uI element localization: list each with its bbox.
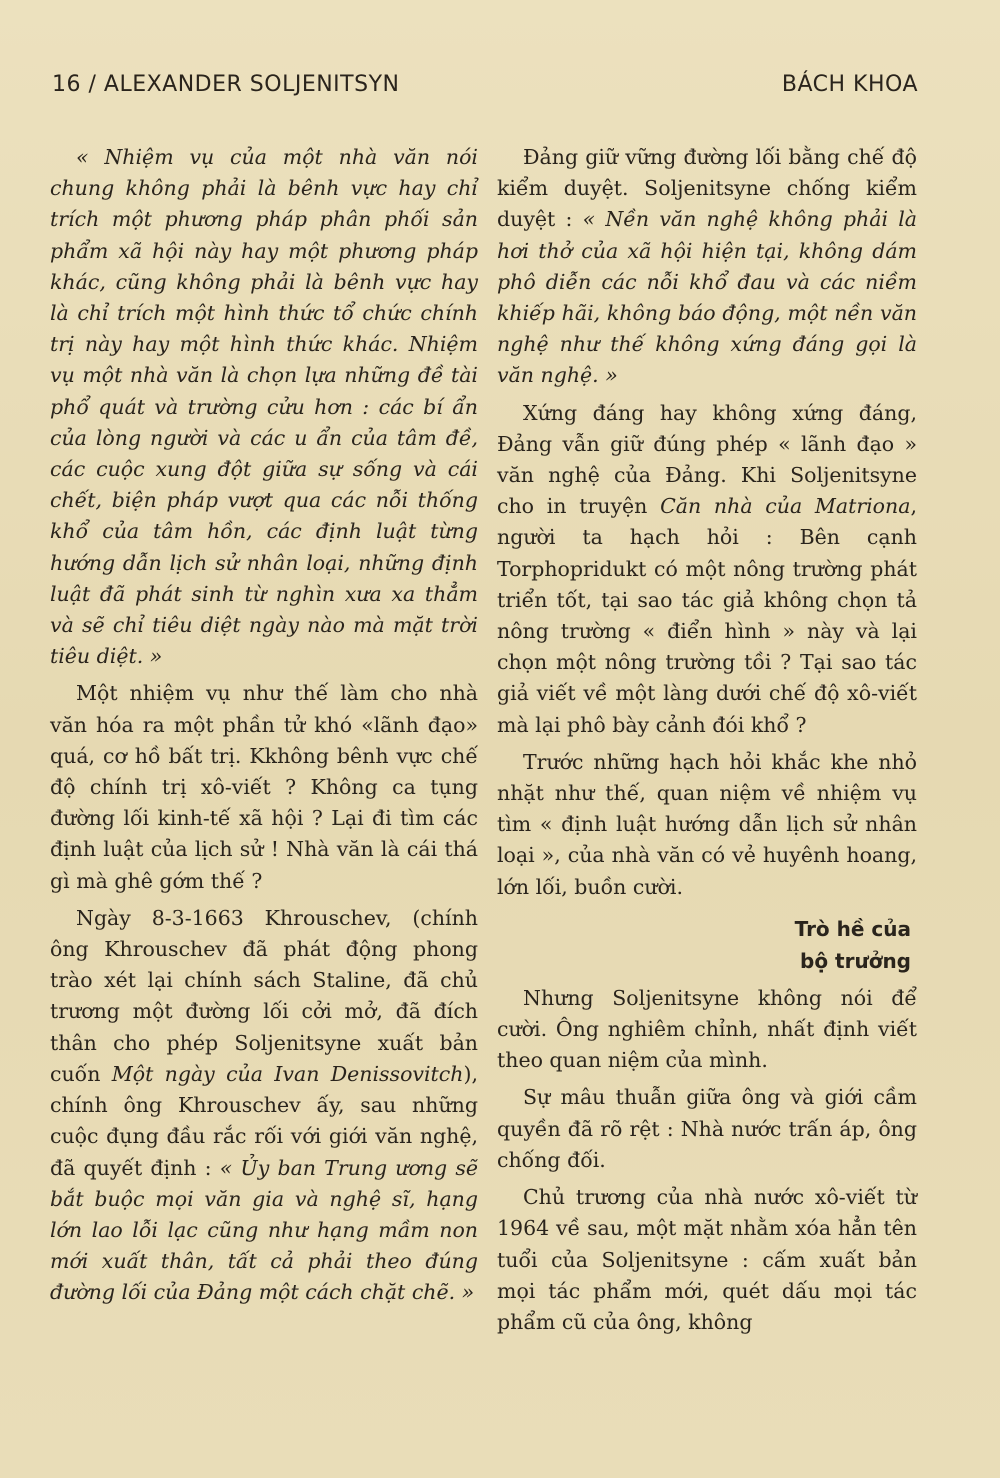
left-column — [50, 142, 478, 1309]
inline-quote: « Ủy ban Trung ương sẽ bắt buộc mọi văn gia và nghệ sĩ, hạng lớn lao lỗi lạc cũng như hạng mầm non mới xuất thân, tất cả phải theo đúng đường lối của Đảng một cách chặt chẽ. » — [50, 1155, 478, 1305]
body-paragraph — [497, 398, 917, 741]
header-right: BÁCH KHOA — [781, 71, 918, 97]
text-span: Ngày 8-3-1663 Khrouschev, (chính ông Khrouschev đã phát động phong trào xét lại chính sách Staline, đã chủ trương một đường lối cởi mở, đã đích thân cho phép Soljenitsyne xuất bản cuốn — [50, 905, 478, 1086]
header-left: 16 / ALEXANDER SOLJENITSYN — [52, 71, 400, 97]
section-heading — [497, 913, 911, 977]
text-span: Đảng giữ vững đường lối bằng chế độ kiểm duyệt. Soljenitsyne chống kiểm duyệt : — [497, 145, 917, 232]
body-paragraph — [497, 142, 917, 392]
text-span: ), chính ông Khrouschev ấy, sau những cuộc đụng đầu rắc rối với giới văn nghệ, đã quyết định : — [50, 1061, 478, 1180]
inline-quote: « Nền văn nghệ không phải là hơi thở của xã hội hiện tại, không dám phô diễn các nỗi khổ đau và các niềm khiếp hãi, không báo động, một nền văn nghệ như thế không xứng đáng gọi là văn nghệ. » — [497, 207, 917, 388]
body-paragraph: Chủ trương của nhà nước xô-viết từ 1964 về sau, một mặt nhằm xóa hẳn tên tuổi của Soljenitsyne : cấm xuất bản mọi tác phẩm mới, quét dấu mọi tác phẩm cũ của ông, không — [497, 1185, 917, 1334]
body-paragraph: Trước những hạch hỏi khắc khe nhỏ nhặt như thế, quan niệm về nhiệm vụ tìm « định luật hướng dẫn lịch sử nhân loại », của nhà văn có vẻ huyênh hoang, lớn lối, buồn cười. — [497, 749, 917, 899]
running-header — [52, 64, 918, 104]
text-span: , người ta hạch hỏi : Bên cạnh Torphopridukt có một nông trường phát triển tốt, tại sao tác giả không chọn tả nông trường « điển hình » này và lại chọn một nông trường tồi ? Tại sao tác giả viết về một làng dưới chế độ xô-viết mà lại phô bày cảnh đói khổ ? — [497, 494, 917, 737]
section-heading-line: bộ trưởng — [800, 948, 911, 973]
book-title: Căn nhà của Matriona — [660, 494, 911, 519]
text-span: Xứng đáng hay không xứng đáng, Đảng vẫn giữ đúng phép « lãnh đạo » văn nghệ của Đảng. Khi Soljenitsyne cho in truyện — [497, 400, 917, 519]
body-paragraph: Sự mâu thuẫn giữa ông và giới cầm quyền đã rõ rệt : Nhà nước trấn áp, ông chống đối. — [497, 1085, 917, 1172]
right-column — [497, 142, 917, 1338]
body-paragraph — [50, 903, 478, 1309]
book-title: Một ngày của Ivan Denissovitch — [111, 1061, 464, 1086]
quote-paragraph: « Nhiệm vụ của một nhà văn nói chung không phải là bênh vực hay chỉ trích một phương pháp phân phối sản phẩm xã hội này hay một phương pháp khác, cũng không phải là bênh vực hay là chỉ trích một hình thức tổ chức chính trị này hay một hình thức khác. Nhiệm vụ một nhà văn là chọn lựa những đề tài phổ quát và trường cửu hơn : các bí ẩn của lòng người và các u ẩn của tâm đề, các cuộc xung đột giữa sự sống và cái chết, biện pháp vượt qua các nỗi thống khổ của tâm hồn, các định luật từng hướng dẫn lịch sử nhân loại, những định luật đã phát sinh từ nghìn xưa xa thẳm và sẽ chỉ tiêu diệt ngày nào mà mặt trời tiêu diệt. » — [50, 145, 478, 669]
body-paragraph: Một nhiệm vụ như thế làm cho nhà văn hóa ra một phần tử khó «lãnh đạo» quá, cơ hồ bất trị. Kkhông bênh vực chế độ chính trị xô-viết ? Không ca tụng đường lối kinh-tế xã hội ? Lại đi tìm các định luật của lịch sử ! Nhà văn là cái thá gì mà ghê gớm thế ? — [50, 681, 478, 893]
body-paragraph: Nhưng Soljenitsyne không nói để cười. Ông nghiêm chỉnh, nhất định viết theo quan niệm của mình. — [497, 985, 917, 1073]
section-heading-line: Trò hề của — [794, 916, 911, 941]
